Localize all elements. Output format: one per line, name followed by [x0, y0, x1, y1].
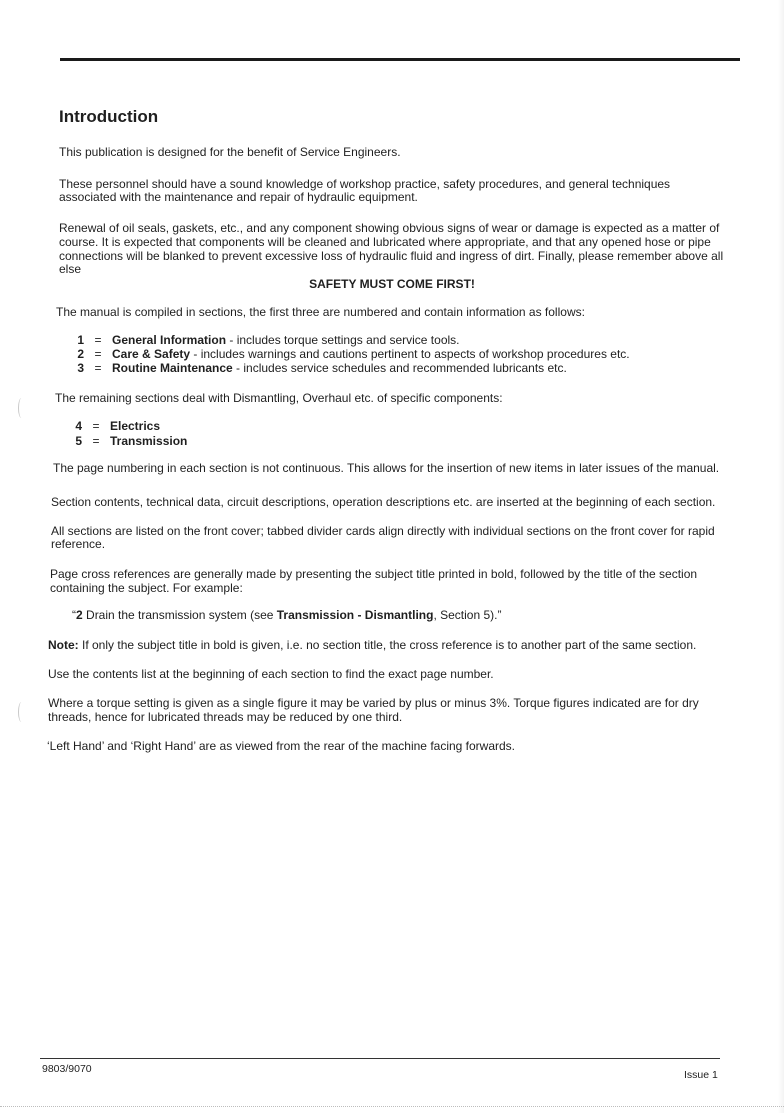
note-text: If only the subject title in bold is given, i.e. no section title, the cross reference is to another part of the same section. [78, 638, 697, 652]
renewal-paragraph-line-1: Renewal of oil seals, gaskets, etc., and any component showing obvious signs of wear or damage is expected as a matter of [59, 221, 720, 235]
cross-reference-paragraph-line-1: Page cross references are generally made by presenting the subject title printed in bold, followed by the title of the section [50, 567, 698, 581]
intro-paragraph: This publication is designed for the benefit of Service Engineers. [59, 145, 401, 159]
contents-list-paragraph: Use the contents list at the beginning of each section to find the exact page number. [48, 667, 494, 681]
section-title: Care & Safety [112, 347, 191, 361]
scan-artifact [18, 702, 25, 722]
personnel-paragraph-line-2: associated with the maintenance and repair of hydraulic equipment. [59, 190, 418, 204]
cross-reference-example [72, 609, 501, 623]
scan-edge-shadow [778, 0, 784, 1113]
section-contents-paragraph: Section contents, technical data, circuit descriptions, operation descriptions etc. are inserted at the beginning of each section. [51, 495, 716, 509]
example-close: , Section 5).” [433, 608, 502, 622]
renewal-paragraph-line-2: course. It is expected that components will be cleaned and lubricated where appropriate, and that any opened hose or pipe [59, 235, 711, 249]
section-item-4 [64, 419, 160, 433]
section-title: Transmission [110, 434, 188, 448]
section-description: - includes torque settings and service tools. [226, 333, 460, 347]
page-heading: Introduction [59, 107, 159, 126]
example-bold-title: Transmission - Dismantling [276, 608, 434, 622]
torque-paragraph-line-1: Where a torque setting is given as a single figure it may be varied by plus or minus 3%. Torque figures indicated are for dry [48, 696, 699, 710]
section-item-1 [66, 333, 460, 347]
front-cover-paragraph-line-2: reference. [51, 537, 106, 551]
header-rule [60, 58, 740, 61]
scan-bottom-edge [0, 1106, 784, 1113]
example-step-number: 2 [76, 608, 83, 622]
torque-paragraph-line-2: threads, hence for lubricated threads may be reduced by one third. [48, 710, 403, 724]
note-paragraph [48, 639, 696, 653]
section-number: 3 [77, 361, 84, 375]
issue-label: Issue 1 [684, 1069, 718, 1081]
footer-rule [40, 1058, 720, 1059]
section-item-5 [64, 434, 187, 448]
section-number: 2 [77, 347, 84, 361]
renewal-paragraph-line-4: else [59, 262, 82, 276]
section-number: 5 [75, 434, 82, 448]
front-cover-paragraph-line-1: All sections are listed on the front cover; tabbed divider cards align directly with individual sections on the front cover for rapid [51, 524, 715, 538]
personnel-paragraph-line-1: These personnel should have a sound knowledge of workshop practice, safety procedures, and general techniques [59, 177, 671, 191]
remaining-sections-intro: The remaining sections deal with Dismantling, Overhaul etc. of specific components: [55, 391, 503, 405]
section-title: Routine Maintenance [112, 361, 233, 375]
section-equals: = [94, 361, 102, 375]
example-open-quote: “ [72, 608, 76, 622]
renewal-paragraph-line-3: connections will be blanked to prevent excessive loss of hydraulic fluid and ingress of dirt. Finally, please remember above all [59, 249, 724, 263]
section-equals: = [94, 347, 102, 361]
example-text: Drain the transmission system (see [82, 608, 277, 622]
section-equals: = [94, 333, 102, 347]
safety-notice: SAFETY MUST COME FIRST! [309, 277, 475, 291]
section-number: 1 [77, 333, 84, 347]
section-equals: = [92, 434, 100, 448]
document-number: 9803/9070 [42, 1063, 92, 1075]
section-item-3 [66, 361, 567, 375]
section-number: 4 [75, 419, 82, 433]
section-title: Electrics [110, 419, 161, 433]
note-label: Note: [48, 638, 79, 652]
hand-orientation-paragraph: ‘Left Hand’ and ‘Right Hand’ are as viewed from the rear of the machine facing forwards. [47, 739, 516, 753]
page-numbering-paragraph: The page numbering in each section is not continuous. This allows for the insertion of new items in later issues of the manual. [53, 461, 720, 475]
sections-intro: The manual is compiled in sections, the first three are numbered and contain information as follows: [56, 305, 585, 319]
scan-artifact [18, 398, 25, 418]
section-equals: = [92, 419, 100, 433]
section-description: - includes warnings and cautions pertinent to aspects of workshop procedures etc. [190, 347, 630, 361]
section-item-2 [66, 347, 630, 361]
cross-reference-paragraph-line-2: containing the subject. For example: [50, 581, 243, 595]
section-title: General Information [112, 333, 227, 347]
section-description: - includes service schedules and recommended lubricants etc. [232, 361, 567, 375]
